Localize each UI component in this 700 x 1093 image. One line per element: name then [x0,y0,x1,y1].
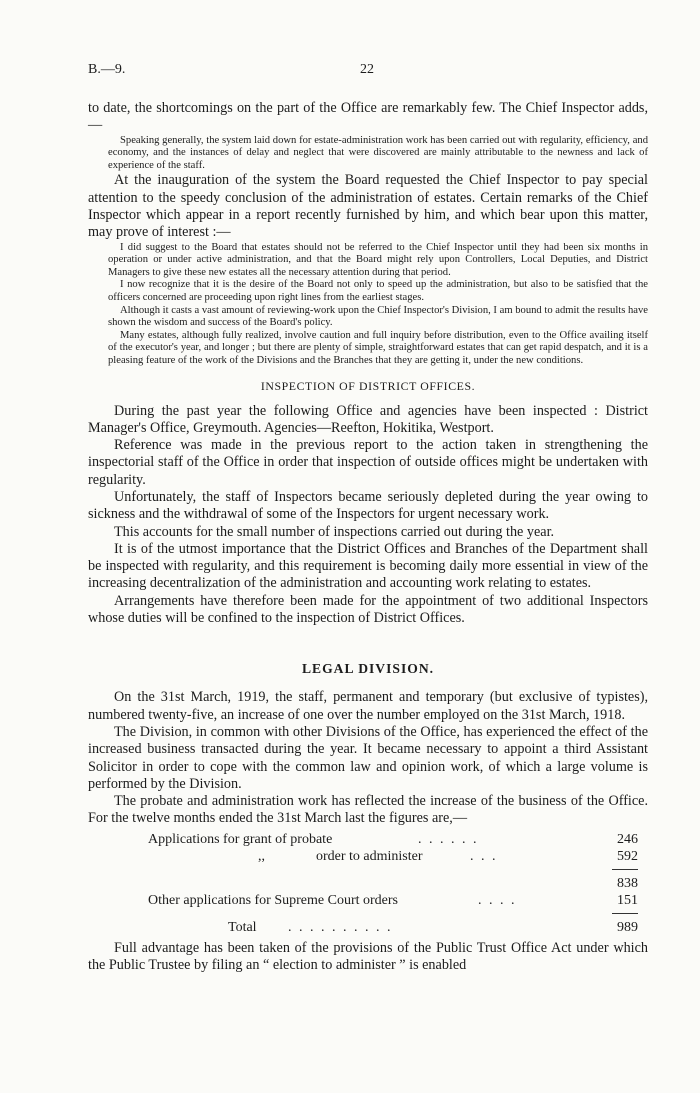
paragraph: Full advantage has been taken of the provisions of the Public Trust Office Act under which the Public Trustee by filing an “ election to administer ” is enabled [88,939,648,974]
document-body [88,100,648,974]
paragraph: The Division, in common with other Divisions of the Office, has experienced the effect of the increased business transacted during the year. It became necessary to appoint a third Assistant Solicitor in order to cope with the common law and opinion work, of which a large volume is performed by the Division. [88,723,648,792]
paragraph: This accounts for the small number of inspections carried out during the year. [114,523,555,540]
figures-row [88,831,648,848]
figures-label: Other applications for Supreme Court orders [148,892,398,908]
quote-paragraph: I now recognize that it is the desire of the Board not only to speed up the administration, but also to be satisfied that the officers concerned are proceeding upon right lines from the earliest stages. [108,279,648,303]
page-header [88,62,648,82]
figures-value: 246 [617,831,638,847]
quotation-block [88,242,648,368]
figures-total: 989 [617,919,638,935]
quote-paragraph: Although it casts a vast amount of reviewing-work upon the Chief Inspector's Division, I am bound to admit the results have shown the wisdom and success of the Board's policy. [108,304,648,329]
quote-paragraph: Many estates, although fully realized, involve caution and full inquiry before distribution, even to the Office availing itself of the executor's year, and longer ; but there are plenty of simple, straightforward estates that can get rapid despatch, and it is a pleasing feature of the work of the Divisions and the Branches that they are getting it, under the new conditions. [108,329,648,366]
figures-subtotal: 838 [617,875,638,891]
figures-row [88,892,648,909]
paragraph: It is of the utmost importance that the District Offices and Branches of the Department shall be inspected with regularity, and this requirement is becoming daily more essential in view of the increasing decentralization of the administration and accounting work relating to estates. [88,540,648,592]
sum-rule [88,865,648,875]
paragraph: On the 31st March, 1919, the staff, permanent and temporary (but exclusive of typistes), numbered twenty-five, an increase of one over the number employed on the 31st March, 1918. [88,689,648,723]
leader-dots: . . . . . . [418,831,479,847]
leader-dots: . . . . [478,892,517,908]
section-heading: LEGAL DIVISION. [301,661,435,677]
figures-row [88,919,648,936]
paragraph: Arrangements have therefore been made for the appointment of two additional Inspectors whose duties will be confined to the inspection of District Offices. [88,592,648,627]
quote-paragraph: I did suggest to the Board that estates should not be referred to the Chief Inspector until they had been six months in operation or under active administration, and that the Board might rely upon Controllers, Local Deputies, and District Managers to give these new estates all the necessary attention during that period. [108,241,648,278]
page-number: 22 [360,62,374,77]
report-reference: B.—9. [88,62,126,77]
sum-rule [88,909,648,919]
leader-dots: . . . [470,848,498,864]
paragraph: to date, the shortcomings on the part of the Office are remarkably few. The Chief Inspector adds,— [88,100,648,134]
paragraph: At the inauguration of the system the Board requested the Chief Inspector to pay special attention to the speedy conclusion of the administration of estates. Certain remarks of the Chief Inspector which appear in a report recently furnished by him, and which bear upon this matter, may prove of interest :— [88,172,648,241]
figures-value: 592 [617,848,638,864]
figures-label: order to administer [316,848,423,864]
quote-paragraph: Speaking generally, the system laid down for estate-administration work has been carried out with regularity, efficiency, and economy, and the instances of delay and neglect that were discovered are mainly attributable to the newness and lack of experience of the staff. [108,134,648,171]
figures-label: Applications for grant of probate [148,831,333,847]
figures-row [88,848,648,865]
figures-value: 151 [617,892,638,908]
figures-row [88,875,648,892]
quotation-block [88,135,648,173]
paragraph: Reference was made in the previous report to the action taken in strengthening the inspectorial staff of the Office in order that inspection of outside offices might be undertaken with regularity. [88,437,648,488]
section-heading: INSPECTION OF DISTRICT OFFICES. [260,378,476,393]
figures-table [88,831,648,936]
figures-total-label: Total [228,919,257,935]
leader-dots: . . . . . . . . . . [288,919,393,935]
paragraph: Unfortunately, the staff of Inspectors became seriously depleted during the year owing to sickness and the withdrawal of some of the Inspectors for urgent necessary work. [88,488,648,523]
ditto-mark: ,, [258,848,265,864]
paragraph: The probate and administration work has reflected the increase of the business of the Office. For the twelve months ended the 31st March last the figures are,— [88,793,648,827]
paragraph: During the past year the following Office and agencies have been inspected : District Manager's Office, Greymouth. Agencies—Reefton, Hokitika, Westport. [88,402,648,436]
